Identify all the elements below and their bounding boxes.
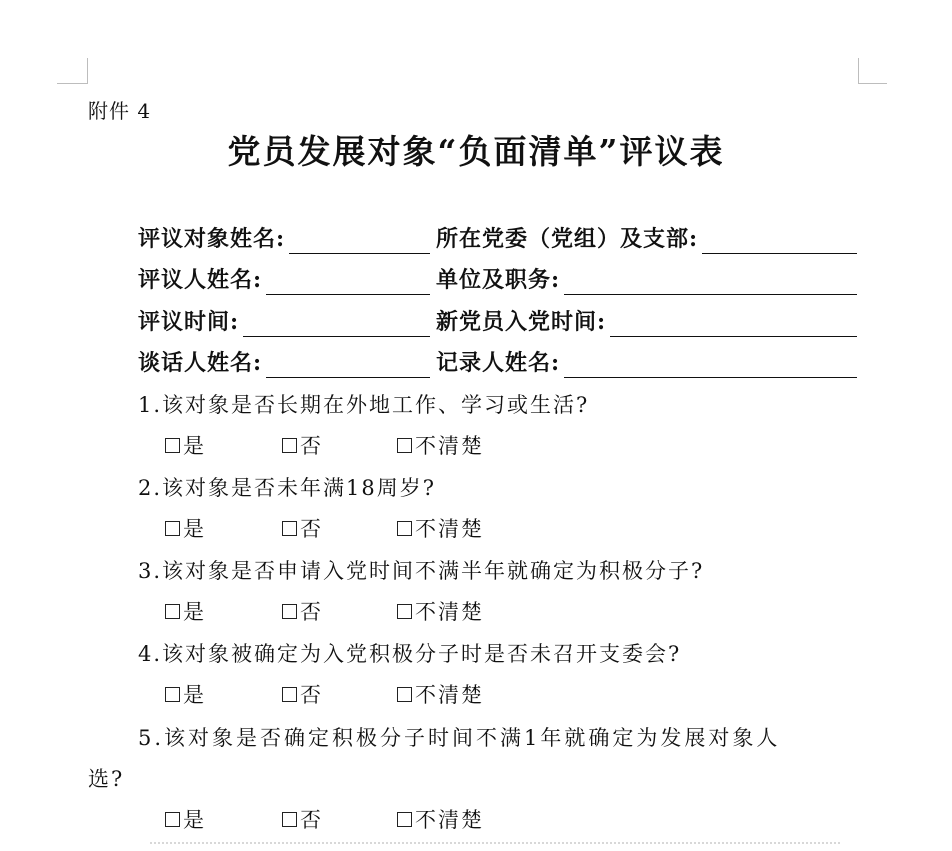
checkbox-icon[interactable] [165, 604, 180, 619]
question-2: 2.该对象是否未年满18周岁? [138, 476, 437, 500]
option-unclear[interactable]: 不清楚 [397, 804, 484, 834]
field-label: 单位及职务: [436, 267, 561, 293]
field-label: 所在党委（党组）及支部: [436, 226, 699, 252]
question-4: 4.该对象被确定为入党积极分子时是否未召开支委会? [138, 642, 682, 666]
option-yes[interactable]: 是 [165, 513, 206, 543]
checkbox-icon[interactable] [397, 812, 412, 827]
option-yes[interactable]: 是 [165, 430, 206, 460]
checkbox-icon[interactable] [165, 687, 180, 702]
option-unclear[interactable]: 不清楚 [397, 679, 484, 709]
option-yes[interactable]: 是 [165, 804, 206, 834]
checkbox-icon[interactable] [397, 687, 412, 702]
checkbox-icon[interactable] [282, 604, 297, 619]
cutoff-next-line [150, 842, 840, 848]
crop-mark-top-left [57, 58, 88, 84]
option-no[interactable]: 否 [282, 596, 323, 626]
option-no[interactable]: 否 [282, 804, 323, 834]
field-evaluator-name[interactable] [138, 259, 430, 295]
field-label: 评议对象姓名: [138, 226, 286, 252]
field-join-time[interactable] [436, 301, 857, 337]
crop-mark-top-right [858, 58, 887, 84]
option-unclear[interactable]: 不清楚 [397, 430, 484, 460]
fill-line[interactable] [266, 266, 430, 295]
option-unclear[interactable]: 不清楚 [397, 513, 484, 543]
field-row-1 [138, 218, 858, 258]
field-unit-position[interactable] [436, 259, 857, 295]
question-3: 3.该对象是否申请入党时间不满半年就确定为积极分子? [138, 559, 705, 583]
field-label: 新党员入党时间: [436, 309, 607, 335]
fill-line[interactable] [610, 308, 857, 337]
fill-line[interactable] [289, 225, 430, 254]
field-label: 记录人姓名: [436, 350, 561, 376]
field-evaluation-time[interactable] [138, 301, 430, 337]
fill-line[interactable] [702, 225, 857, 254]
field-label: 评议人姓名: [138, 267, 263, 293]
checkbox-icon[interactable] [397, 604, 412, 619]
fill-line[interactable] [564, 266, 857, 295]
field-recorder-name[interactable] [436, 342, 857, 378]
checkbox-icon[interactable] [165, 812, 180, 827]
checkbox-icon[interactable] [165, 521, 180, 536]
field-party-branch[interactable] [436, 218, 857, 254]
checkbox-icon[interactable] [397, 438, 412, 453]
fill-line[interactable] [564, 349, 857, 378]
field-label: 评议时间: [138, 309, 240, 335]
fill-line[interactable] [243, 308, 430, 337]
option-no[interactable]: 否 [282, 679, 323, 709]
form-title: 党员发展对象“负面清单”评议表 [227, 132, 725, 171]
field-interviewer-name[interactable] [138, 342, 430, 378]
checkbox-icon[interactable] [282, 521, 297, 536]
checkbox-icon[interactable] [397, 521, 412, 536]
option-yes[interactable]: 是 [165, 679, 206, 709]
question-5: 5.该对象是否确定积极分子时间不满1年就确定为发展对象人 [138, 726, 781, 750]
option-yes[interactable]: 是 [165, 596, 206, 626]
option-no[interactable]: 否 [282, 513, 323, 543]
field-label: 谈话人姓名: [138, 350, 263, 376]
fill-line[interactable] [266, 349, 430, 378]
question-5-continued: 选? [88, 767, 125, 791]
option-unclear[interactable]: 不清楚 [397, 596, 484, 626]
checkbox-icon[interactable] [282, 812, 297, 827]
option-no[interactable]: 否 [282, 430, 323, 460]
field-row-3 [138, 301, 858, 341]
attachment-label: 附件 4 [88, 99, 152, 123]
field-row-4 [138, 342, 858, 382]
question-1: 1.该对象是否长期在外地工作、学习或生活? [138, 393, 590, 417]
field-evaluee-name[interactable] [138, 218, 430, 254]
field-row-2 [138, 259, 858, 299]
checkbox-icon[interactable] [165, 438, 180, 453]
checkbox-icon[interactable] [282, 438, 297, 453]
checkbox-icon[interactable] [282, 687, 297, 702]
